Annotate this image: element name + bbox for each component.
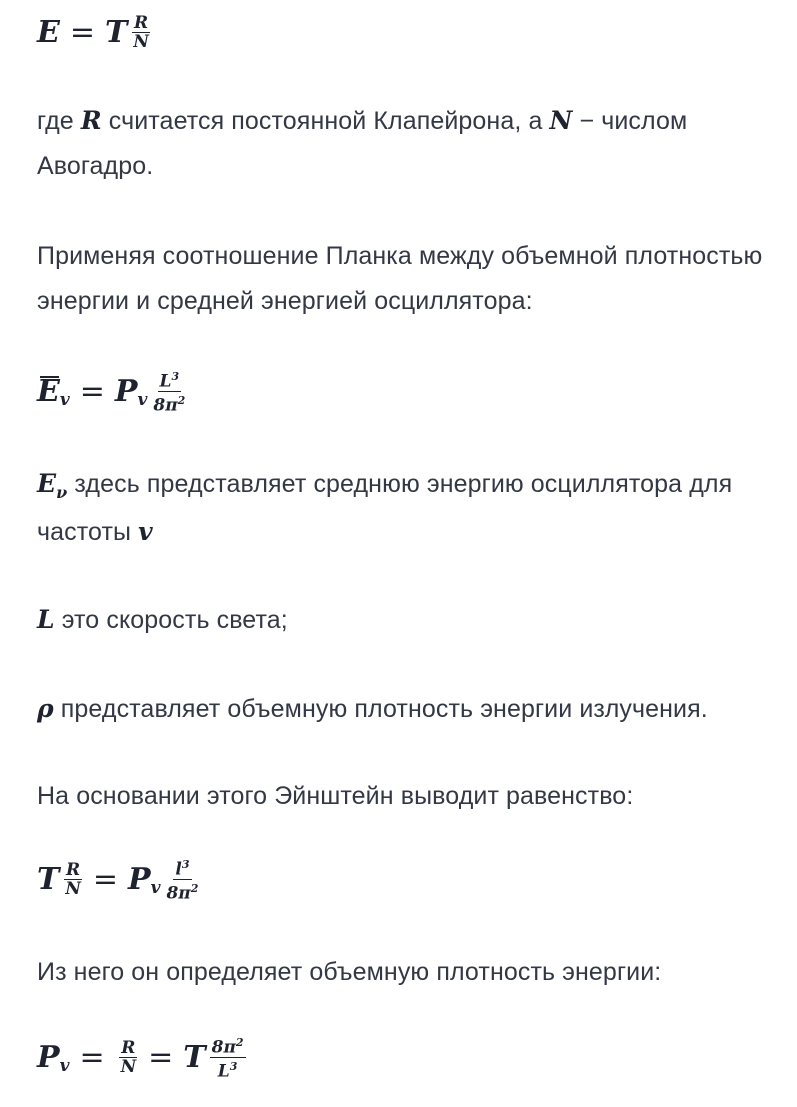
math-symbol: R	[80, 106, 102, 135]
formula-symbol: P	[128, 861, 151, 897]
formula-symbol: E	[37, 15, 60, 50]
formula-operator: =	[79, 373, 105, 409]
formula-energy-temperature	[37, 14, 777, 51]
formula-subscript: v	[150, 878, 161, 899]
formula-operator: =	[79, 1039, 105, 1075]
formula-fraction	[164, 856, 200, 902]
formula-einstein-equality	[37, 856, 777, 902]
paragraph-speed-of-light	[37, 597, 777, 643]
text-segment: это скорость света;	[61, 606, 288, 634]
fraction-numerator: $l^3$	[175, 858, 190, 880]
fraction-denominator: $8\pi^2$	[166, 881, 199, 904]
formula-mean-energy	[37, 368, 777, 414]
math-symbol: N	[549, 106, 573, 135]
paragraph-oscillator-energy	[37, 461, 777, 555]
text-segment: Из него он определяет объемную плотность энергии:	[37, 958, 662, 986]
formula-fraction	[151, 368, 187, 414]
text-segment: − числом Авогадро.	[37, 107, 688, 180]
paragraph-clapeyron-avogadro	[37, 98, 777, 189]
fraction-numerator: R	[66, 859, 81, 880]
math-symbol: L	[37, 605, 55, 634]
formula-subscript: v	[137, 390, 148, 411]
fraction-denominator: N	[65, 878, 81, 899]
fraction-denominator: $L^3$	[217, 1059, 238, 1082]
text-segment: здесь представляет среднюю энергию осциллятора для частоты	[37, 470, 733, 546]
formula-symbol: T	[183, 1039, 206, 1075]
text-segment: На основании этого Эйнштейн выводит равенство:	[37, 782, 634, 810]
fraction-numerator: R	[121, 1037, 136, 1058]
formula-fraction	[119, 1039, 139, 1076]
formula-symbol: T	[105, 15, 128, 50]
fraction-numerator: R	[134, 13, 149, 33]
formula-operator: =	[92, 861, 119, 897]
formula-operator: =	[69, 15, 96, 50]
formula-symbol: T	[37, 861, 60, 897]
fraction-numerator: $8\pi^2$	[211, 1036, 244, 1058]
paragraph-radiation-density	[37, 686, 777, 732]
paragraph-einstein-derives	[37, 774, 777, 819]
text-segment: считается постоянной Клапейрона, а	[108, 107, 543, 135]
math-symbol: ρ	[37, 694, 54, 723]
formula-fraction	[63, 861, 83, 898]
math-symbol: E	[37, 469, 57, 498]
formula-energy-density	[37, 1034, 777, 1080]
fraction-denominator: N	[133, 32, 149, 52]
paragraph-planck-relation	[37, 234, 777, 324]
formula-subscript: v	[59, 1056, 70, 1077]
formula-subscript: v	[59, 390, 70, 411]
fraction-denominator: $8\pi^2$	[153, 393, 186, 416]
fraction-numerator: $L^3$	[159, 370, 180, 392]
text-segment: представляет объемную плотность энергии излучения.	[60, 695, 708, 723]
formula-symbol: P	[114, 373, 138, 409]
math-subscript: ν	[56, 483, 68, 502]
paragraph-energy-density	[37, 950, 777, 995]
formula-fraction	[210, 1034, 246, 1080]
fraction-denominator: N	[120, 1056, 137, 1077]
formula-operator: =	[148, 1039, 174, 1075]
text-segment: Применяя соотношение Планка между объемной плотностью энергии и средней энергией осциллятора:	[37, 242, 763, 315]
text-segment: где	[37, 107, 74, 135]
formula-symbol: E	[37, 373, 60, 409]
math-symbol: v	[138, 517, 153, 546]
formula-fraction	[131, 14, 151, 51]
formula-symbol: P	[37, 1039, 60, 1075]
